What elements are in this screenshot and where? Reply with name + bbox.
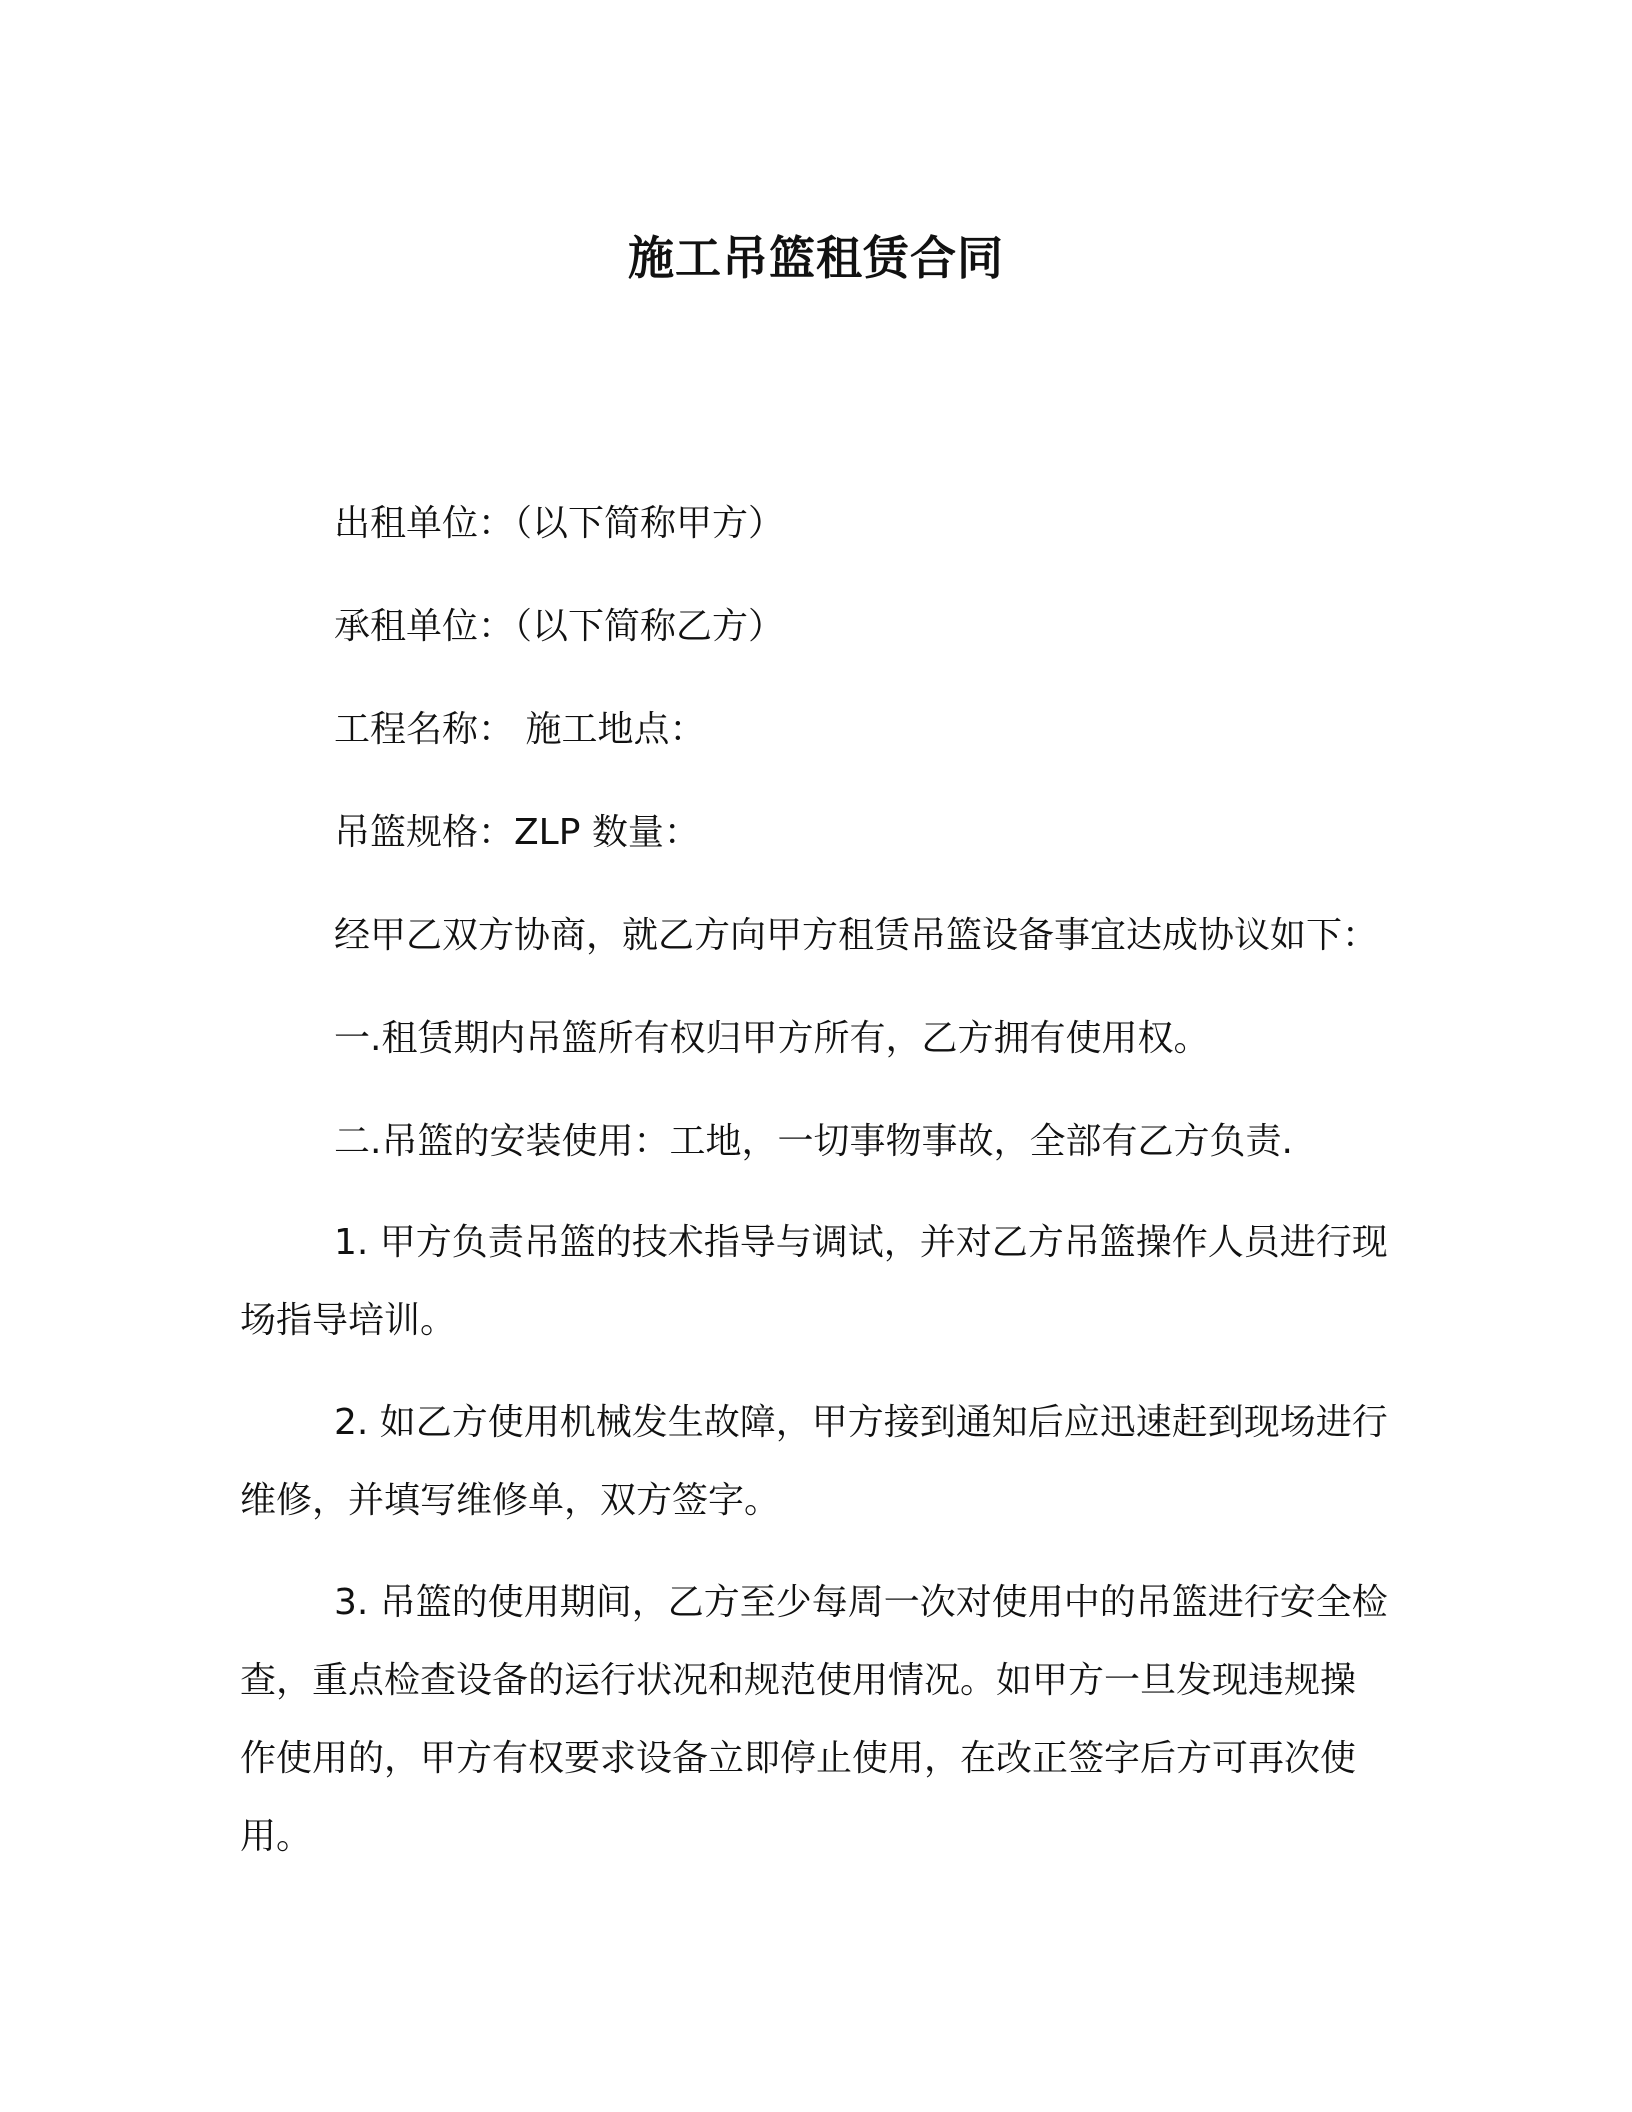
- item-3-text: 3. 吊篮的使用期间，乙方至少每周一次对使用中的吊篮进行安全检查，重点检查设备的运行状况和规范使用情况。如甲方一旦发现违规操作使用的，甲方有权要求设备立即停止使用，在改正签字后方可再次使用。: [240, 1582, 1388, 1857]
- list-item: [240, 1564, 1390, 1876]
- list-item: [240, 1384, 1390, 1540]
- clause-1-text: 一.租赁期内吊篮所有权归甲方所有，乙方拥有使用权。: [334, 1018, 1210, 1059]
- basket-spec-field: 吊篮规格：ZLP 数量：: [334, 812, 700, 853]
- item-2-text: 2. 如乙方使用机械发生故障，甲方接到通知后应迅速赶到现场进行维修，并填写维修单，双方签字。: [240, 1402, 1388, 1521]
- project-name-field: 工程名称： 施工地点：: [334, 709, 706, 750]
- lessor-field: 出租单位：（以下简称甲方）: [334, 503, 785, 544]
- document-title: 施工吊篮租赁合同: [628, 231, 1004, 285]
- lessee-field: 承租单位：（以下简称乙方）: [334, 606, 785, 647]
- intro-text: 经甲乙双方协商，就乙方向甲方租赁吊篮设备事宜达成协议如下：: [334, 915, 1379, 956]
- list-item: [240, 1204, 1390, 1360]
- item-1-text: 1. 甲方负责吊篮的技术指导与调试，并对乙方吊篮操作人员进行现场指导培训。: [240, 1222, 1388, 1341]
- clause-2-text: 二.吊篮的安装使用：工地，一切事物事故，全部有乙方负责.: [334, 1121, 1293, 1162]
